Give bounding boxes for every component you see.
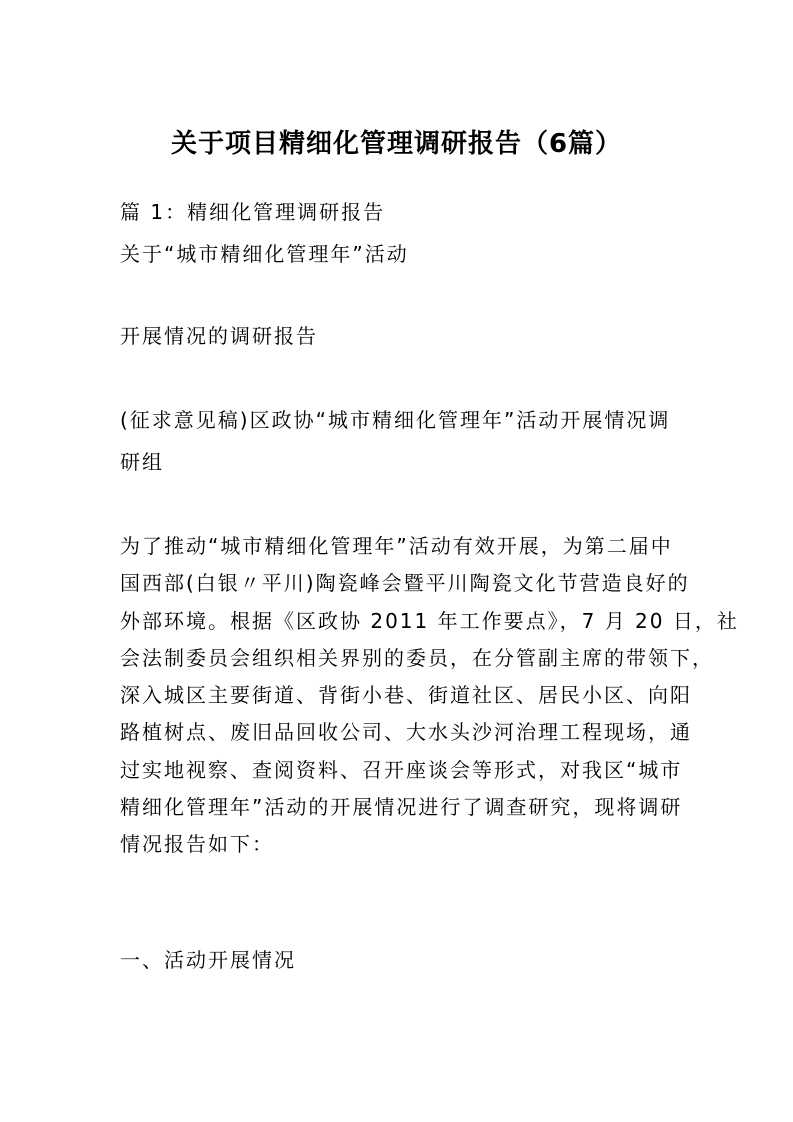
heading-line-1: 关于“城市精细化管理年”活动 (120, 242, 409, 266)
research-group-line-2: 研组 (120, 450, 164, 474)
paragraph-line: 外部环境。根据《区政协 2011 年工作要点》，7 月 20 日，社 (120, 608, 739, 633)
part-subtitle: 篇 1：精细化管理调研报告 (120, 200, 386, 224)
paragraph-line: 为了推动“城市精细化管理年”活动有效开展，为第二届中 (120, 534, 673, 558)
paragraph-line: 路植树点、废旧品回收公司、大水头沙河治理工程现场，通 (120, 720, 692, 745)
paragraph-line: 深入城区主要街道、背街小巷、街道社区、居民小区、向阳 (120, 683, 692, 708)
document-title: 关于项目精细化管理调研报告（6篇） (170, 129, 623, 159)
paragraph-line: 会法制委员会组织相关界别的委员，在分管副主席的带领下， (120, 645, 714, 670)
intro-paragraph (120, 528, 739, 864)
paragraph-line: 精细化管理年”活动的开展情况进行了调查研究，现将调研 (120, 795, 683, 820)
paragraph-line: 情况报告如下： (120, 832, 274, 857)
paragraph-line: 国西部(白银〃平川)陶瓷峰会暨平川陶瓷文化节营造良好的 (120, 571, 690, 596)
section-heading: 一、活动开展情况 (120, 948, 296, 972)
heading-line-2: 开展情况的调研报告 (120, 324, 318, 348)
research-group-line-1: (征求意见稿)区政协“城市精细化管理年”活动开展情况调 (120, 408, 671, 432)
paragraph-line: 过实地视察、查阅资料、召开座谈会等形式，对我区“城市 (120, 757, 683, 782)
